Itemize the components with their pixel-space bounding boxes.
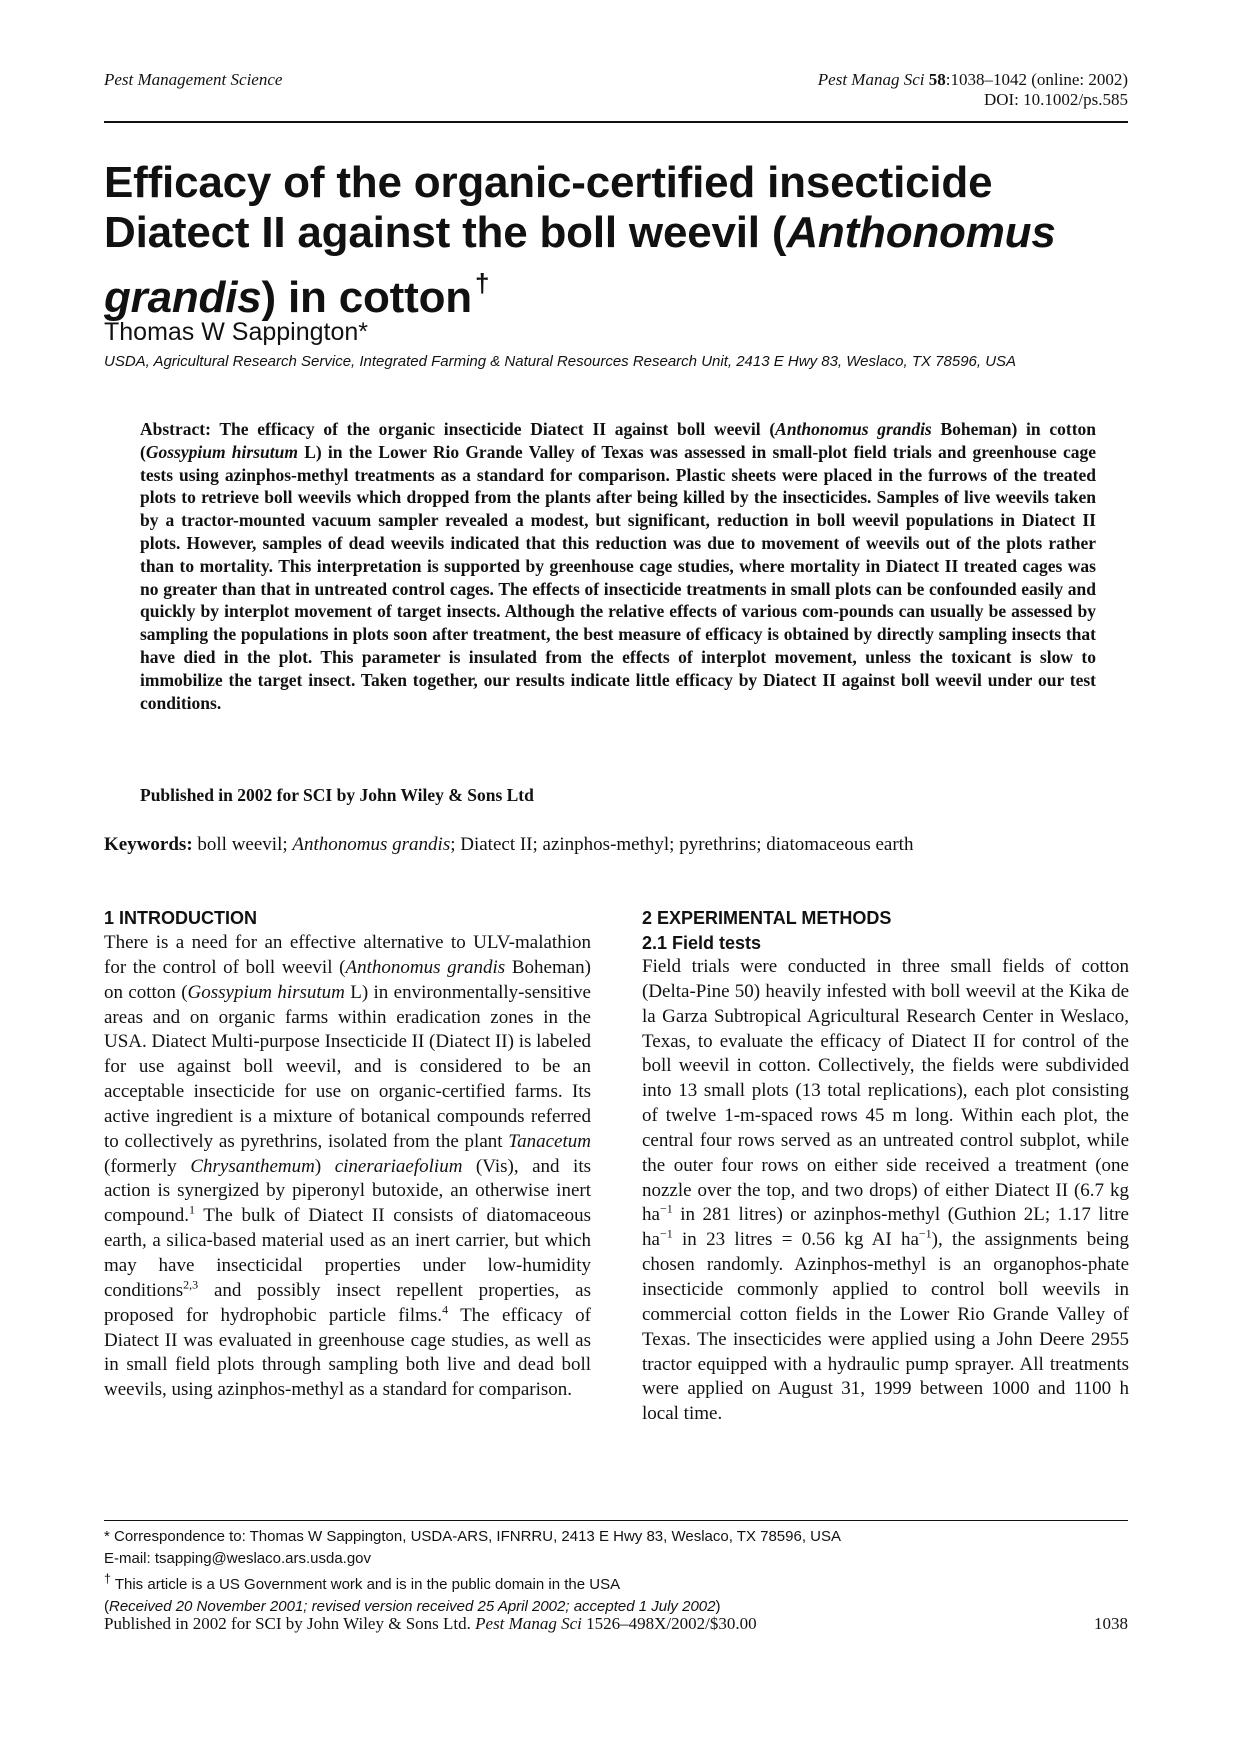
introduction-paragraph — [104, 931, 591, 1403]
intro-species: cinerariaefolium — [334, 1155, 463, 1177]
unit-exponent: −1 — [659, 1202, 673, 1217]
title-text-end: ) in cotton — [261, 273, 472, 322]
paren: ) — [715, 1597, 721, 1615]
article-title — [104, 158, 1134, 323]
dagger-mark: † — [104, 1572, 111, 1586]
abstract-published-line: Published in 2002 for SCI by John Wiley & Sons Ltd — [140, 785, 534, 805]
intro-species: Anthonomus grandis — [345, 956, 506, 978]
citation-block — [818, 70, 1128, 110]
section-heading-methods: 2 EXPERIMENTAL METHODS — [642, 908, 892, 928]
journal-name: Pest Management Science — [104, 70, 283, 89]
author-affiliation: USDA, Agricultural Research Service, Integrated Farming & Natural Resources Research Unit, 2413 E Hwy 83, Weslaco, TX 78596, USA — [104, 353, 1017, 370]
abstract-species: Gossypium hirsutum — [145, 441, 298, 462]
email-note[interactable]: E-mail: tsapping@weslaco.ars.usda.gov — [104, 1549, 372, 1567]
abstract-species: Anthonomus grandis — [775, 419, 932, 439]
abstract-label: Abstract: — [140, 419, 211, 439]
footnotes — [104, 1526, 1134, 1617]
header-rule — [104, 121, 1128, 123]
abstract-seg: L) in the Lower Rio Grande Valley of Texas was assessed in small-plot field trials and greenhouse cage tests using azinphos-methyl treatments as a standard for comparison. Plastic sheets were placed in the furrows of the treated plots to retrieve boll weevils which dropped from the plants after being killed by the insecticides. Samples of live weevils taken by a tractor-mounted vacuum sampler revealed a modest, but significant, reduction in boll weevil populations in Diatect II plots. However, samples of dead weevils indicated that this reduction was due to movement of weevils out of the plots rather than to mortality. This interpretation is supported by greenhouse cage studies, where mortality in Diatect II treated cages was no greater than that in untreated control cages. The effects of insecticide treatments in small plots can be confounded easily and quickly by interplot movement of target insects. Although the relative effects of various com-pounds can usually be assessed by sampling the populations in plots soon after treatment, the best measure of efficacy is obtained by directly sampling insects that have died in the plot. This parameter is insulated from the effects of interplot movement, unless the toxicant is slow to immobilize the target insect. Taken together, our results indicate little efficacy by Diatect II against boll weevil under our test conditions. — [140, 441, 1096, 713]
intro-seg: There is a need for an effective alternative to ULV-malathion for the control of boll weevil ( — [104, 932, 591, 978]
public-domain-text: This article is a US Government work and is in the public domain in the USA — [110, 1576, 621, 1593]
unit-exponent: −1 — [659, 1226, 673, 1241]
keywords — [104, 834, 1134, 856]
title-dagger: † — [474, 268, 490, 298]
keyword-text: ; Diatect II; azinphos-methyl; pyrethrins; diatomaceous earth — [450, 834, 914, 855]
page-number: 1038 — [1094, 1614, 1128, 1633]
citation-line — [818, 70, 1128, 90]
correspondence-note: * Correspondence to: Thomas W Sappington, USDA-ARS, IFNRRU, 2413 E Hwy 83, Weslaco, TX 78596, USA — [104, 1528, 841, 1545]
methods-seg: Field trials were conducted in three small fields of cotton (Delta-Pine 50) heavily infested with boll weevil at the Kika de la Garza Subtropical Agricultural Research Center in Weslaco, Texas, to evaluate the efficacy of Diatect II for control of the boll weevil in cotton. Collectively, the fields were subdivided into 13 small plots (13 total replications), each plot consisting of twelve 1-m-spaced rows 45 m long. Within each plot, the central four rows served as an untreated control subplot, while the outer four rows on either side received a treatment (one nozzle over the top, and two drops) of either Diatect II (6.7 kg ha — [642, 956, 1129, 1226]
citation-ref[interactable]: 2,3 — [183, 1277, 199, 1292]
intro-species: Tanacetum — [508, 1130, 591, 1152]
citation-volume: 58 — [928, 70, 946, 89]
keyword-species: Anthonomus grandis — [292, 834, 451, 855]
intro-seg: (Vis), and its action is synergized by piperonyl butoxide, an otherwise inert compound. — [104, 1155, 591, 1227]
methods-paragraph — [642, 955, 1129, 1427]
keyword-text: boll weevil; — [192, 834, 293, 855]
intro-seg: (formerly — [104, 1155, 191, 1177]
abstract-seg: Boheman) in cotton ( — [140, 419, 1096, 462]
keywords-label: Keywords: — [104, 834, 193, 855]
citation-journal: Pest Manag Sci — [817, 70, 925, 89]
title-species: Anthonomus grandis — [104, 208, 1056, 322]
received-dates: Received 20 November 2001; revised version received 25 April 2002; accepted 1 July 2002 — [109, 1597, 716, 1615]
intro-seg: Boheman) on cotton ( — [104, 956, 592, 1003]
intro-seg: The bulk of Diatect II consists of diatomaceous earth, a silica-based material used as an inert carrier, but which may have insecticidal properties under low-humidity conditions — [104, 1205, 591, 1301]
column-right — [642, 906, 1129, 1427]
abstract-text — [140, 418, 1096, 714]
intro-species: Gossypium hirsutum — [187, 981, 345, 1003]
footer-journal: Pest Manag Sci — [475, 1614, 582, 1633]
title-text: Efficacy of the organic-certified insecticide Diatect II against the boll weevil ( — [104, 158, 993, 257]
unit-exponent: −1 — [918, 1226, 932, 1241]
section-heading-introduction: 1 INTRODUCTION — [104, 908, 257, 928]
citation-pages: :1038–1042 (online: 2002) — [945, 70, 1128, 89]
doi: DOI: 10.1002/ps.585 — [983, 90, 1128, 109]
footer-published: Published in 2002 for SCI by John Wiley & Sons Ltd. — [104, 1614, 476, 1633]
citation-ref[interactable]: 4 — [442, 1302, 449, 1317]
author-name: Thomas W Sappington* — [104, 318, 369, 346]
methods-seg: in 281 litres) or azinphos-methyl (Guthion 2L; 1.17 litre ha — [642, 1204, 1129, 1251]
column-left — [104, 906, 591, 1403]
intro-species: Chrysanthemum — [190, 1155, 315, 1177]
subsection-heading-field-tests: 2.1 Field tests — [642, 933, 762, 953]
methods-seg: ), the assignments being chosen randomly. Azinphos-methyl is an organophos-phate insecticide commonly applied to control boll weevils in commercial cotton fields in the Lower Rio Grande Valley of Texas. The insecticides were applied using a John Deere 2955 tractor equipped with a hydraulic pump sprayer. All treatments were applied on August 31, 1999 between 1000 and 1100 h local time. — [642, 1229, 1129, 1425]
paren: ( — [104, 1597, 109, 1615]
citation-ref[interactable]: 1 — [188, 1202, 195, 1217]
intro-seg: and possibly insect repellent properties, as proposed for hydrophobic particle films. — [104, 1279, 591, 1326]
abstract-seg: The efficacy of the organic insecticide Diatect II against boll weevil ( — [210, 419, 776, 439]
footer-issn: 1526–498X/2002/$30.00 — [581, 1614, 757, 1633]
intro-seg: The efficacy of Diatect II was evaluated in greenhouse cage studies, as well as in small field plots through sampling both live and dead boll weevils, using azinphos-methyl as a standard for comparison. — [104, 1304, 591, 1401]
page-footer — [104, 1614, 1128, 1634]
intro-seg: ) — [314, 1155, 335, 1177]
public-domain-note — [104, 1569, 1134, 1596]
footnote-rule — [104, 1520, 1128, 1521]
intro-seg: L) in environmentally-sensitive areas and on organic farms within eradication zones in the USA. Diatect Multi-purpose Insecticide II (Diatect II) is labeled for use against boll weevil, and is considered to be an acceptable insecticide for use on organic-certified farms. Its active ingredient is a mixture of botanical compounds referred to collectively as pyrethrins, isolated from the plant — [104, 981, 591, 1152]
methods-seg: in 23 litres = 0.56 kg AI ha — [672, 1229, 919, 1251]
abstract — [140, 418, 1096, 714]
